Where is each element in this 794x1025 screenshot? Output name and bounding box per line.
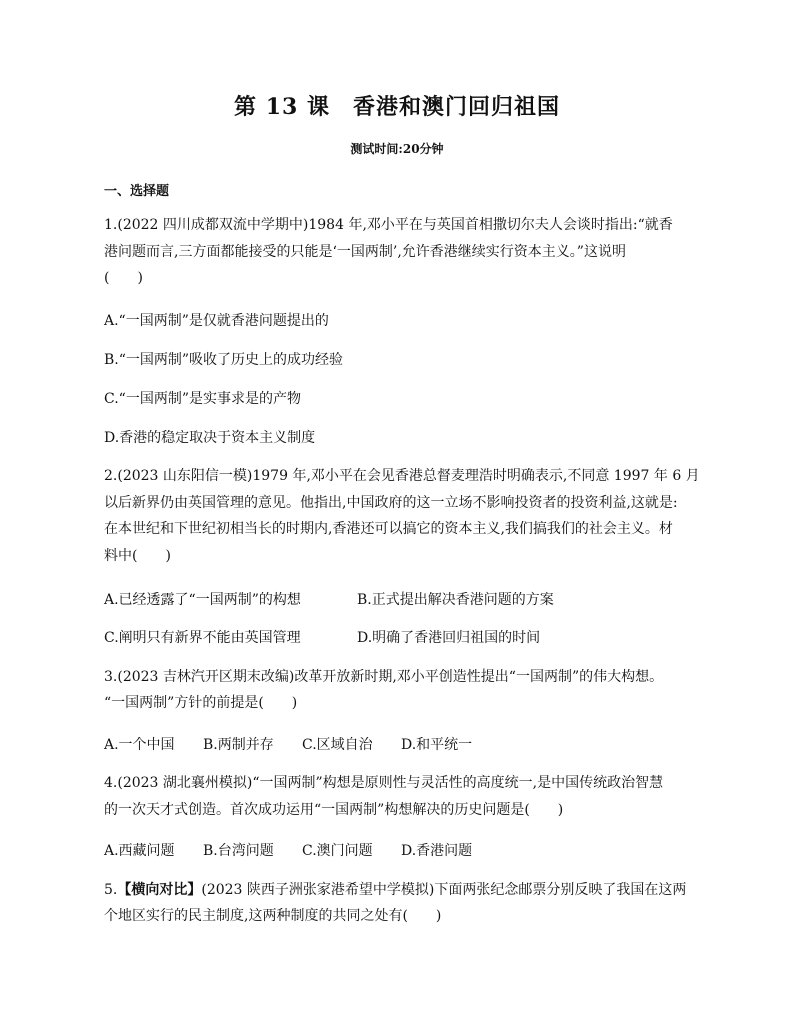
option-a[interactable]: A.已经透露了“一国两制”的构想 bbox=[104, 592, 301, 608]
option-d[interactable]: D.香港问题 bbox=[401, 843, 473, 859]
option-b[interactable]: B.两制并存 bbox=[203, 737, 274, 753]
option-c[interactable]: C.澳门问题 bbox=[302, 843, 373, 859]
question-text: 的一次天才式创造。首次成功运用“一国两制”构想解决的历史问题是( ) bbox=[104, 802, 564, 818]
question-text: 在本世纪和下世纪初相当长的时期内,香港还可以搞它的资本主义,我们搞我们的社会主义。材 bbox=[104, 521, 673, 537]
option-c[interactable]: C.阐明只有新界不能由英国管理 bbox=[104, 630, 301, 646]
question-text bbox=[104, 880, 686, 900]
option-a[interactable]: A.西藏问题 bbox=[104, 843, 175, 859]
question-tag: 【横向对比】 bbox=[117, 882, 202, 898]
question-number: 5. bbox=[104, 882, 118, 898]
option-b[interactable]: B.正式提出解决香港问题的方案 bbox=[357, 592, 554, 608]
question-text: 以后新界仍由英国管理的意见。他指出,中国政府的这一立场不影响投资者的投资利益,这就是: bbox=[104, 495, 678, 511]
question-text: “一国两制”方针的前提是( ) bbox=[104, 695, 298, 711]
option-a[interactable]: A.一个中国 bbox=[104, 737, 175, 753]
question-text: 港问题而言,三方面都能接受的只能是‘一国两制’,允许香港继续实行资本主义。”这说明 bbox=[104, 244, 626, 260]
option-d[interactable]: D.明确了香港回归祖国的时间 bbox=[357, 630, 541, 646]
test-time: 测试时间:20分钟 bbox=[350, 142, 444, 156]
option-b[interactable]: B.台湾问题 bbox=[203, 843, 274, 859]
option-b[interactable]: B.“一国两制”吸收了历史上的成功经验 bbox=[104, 352, 344, 368]
question-text: ( ) bbox=[104, 270, 143, 286]
option-d[interactable]: D.香港的稳定取决于资本主义制度 bbox=[104, 430, 316, 446]
option-c[interactable]: C.“一国两制”是实事求是的产物 bbox=[104, 391, 301, 407]
question-text: 料中( ) bbox=[104, 548, 171, 564]
question-text: 1.(2022 四川成都双流中学期中)1984 年,邓小平在与英国首相撒切尔夫人会谈时指出:“就香 bbox=[104, 217, 673, 233]
option-d[interactable]: D.和平统一 bbox=[401, 737, 473, 753]
question-text: 3.(2023 吉林汽开区期末改编)改革开放新时期,邓小平创造性提出“一国两制”的伟大构想。 bbox=[104, 669, 664, 685]
question-text: 4.(2023 湖北襄州模拟)“一国两制”构想是原则性与灵活性的高度统一,是中国传统政治智慧 bbox=[104, 775, 664, 791]
question-text: 个地区实行的民主制度,这两种制度的共同之处有( ) bbox=[104, 908, 442, 924]
page-title: 第 13 课 香港和澳门回归祖国 bbox=[234, 94, 560, 120]
option-c[interactable]: C.区域自治 bbox=[302, 737, 373, 753]
section-heading: 一、选择题 bbox=[104, 184, 170, 199]
question-source: (2023 陕西子洲张家港希望中学模拟)下面两张纪念邮票分别反映了我国在这两 bbox=[201, 882, 687, 898]
question-text: 2.(2023 山东阳信一模)1979 年,邓小平在会见香港总督麦理浩时明确表示,不同意 1997 年 6 月 bbox=[104, 468, 700, 484]
option-a[interactable]: A.“一国两制”是仅就香港问题提出的 bbox=[104, 313, 329, 329]
